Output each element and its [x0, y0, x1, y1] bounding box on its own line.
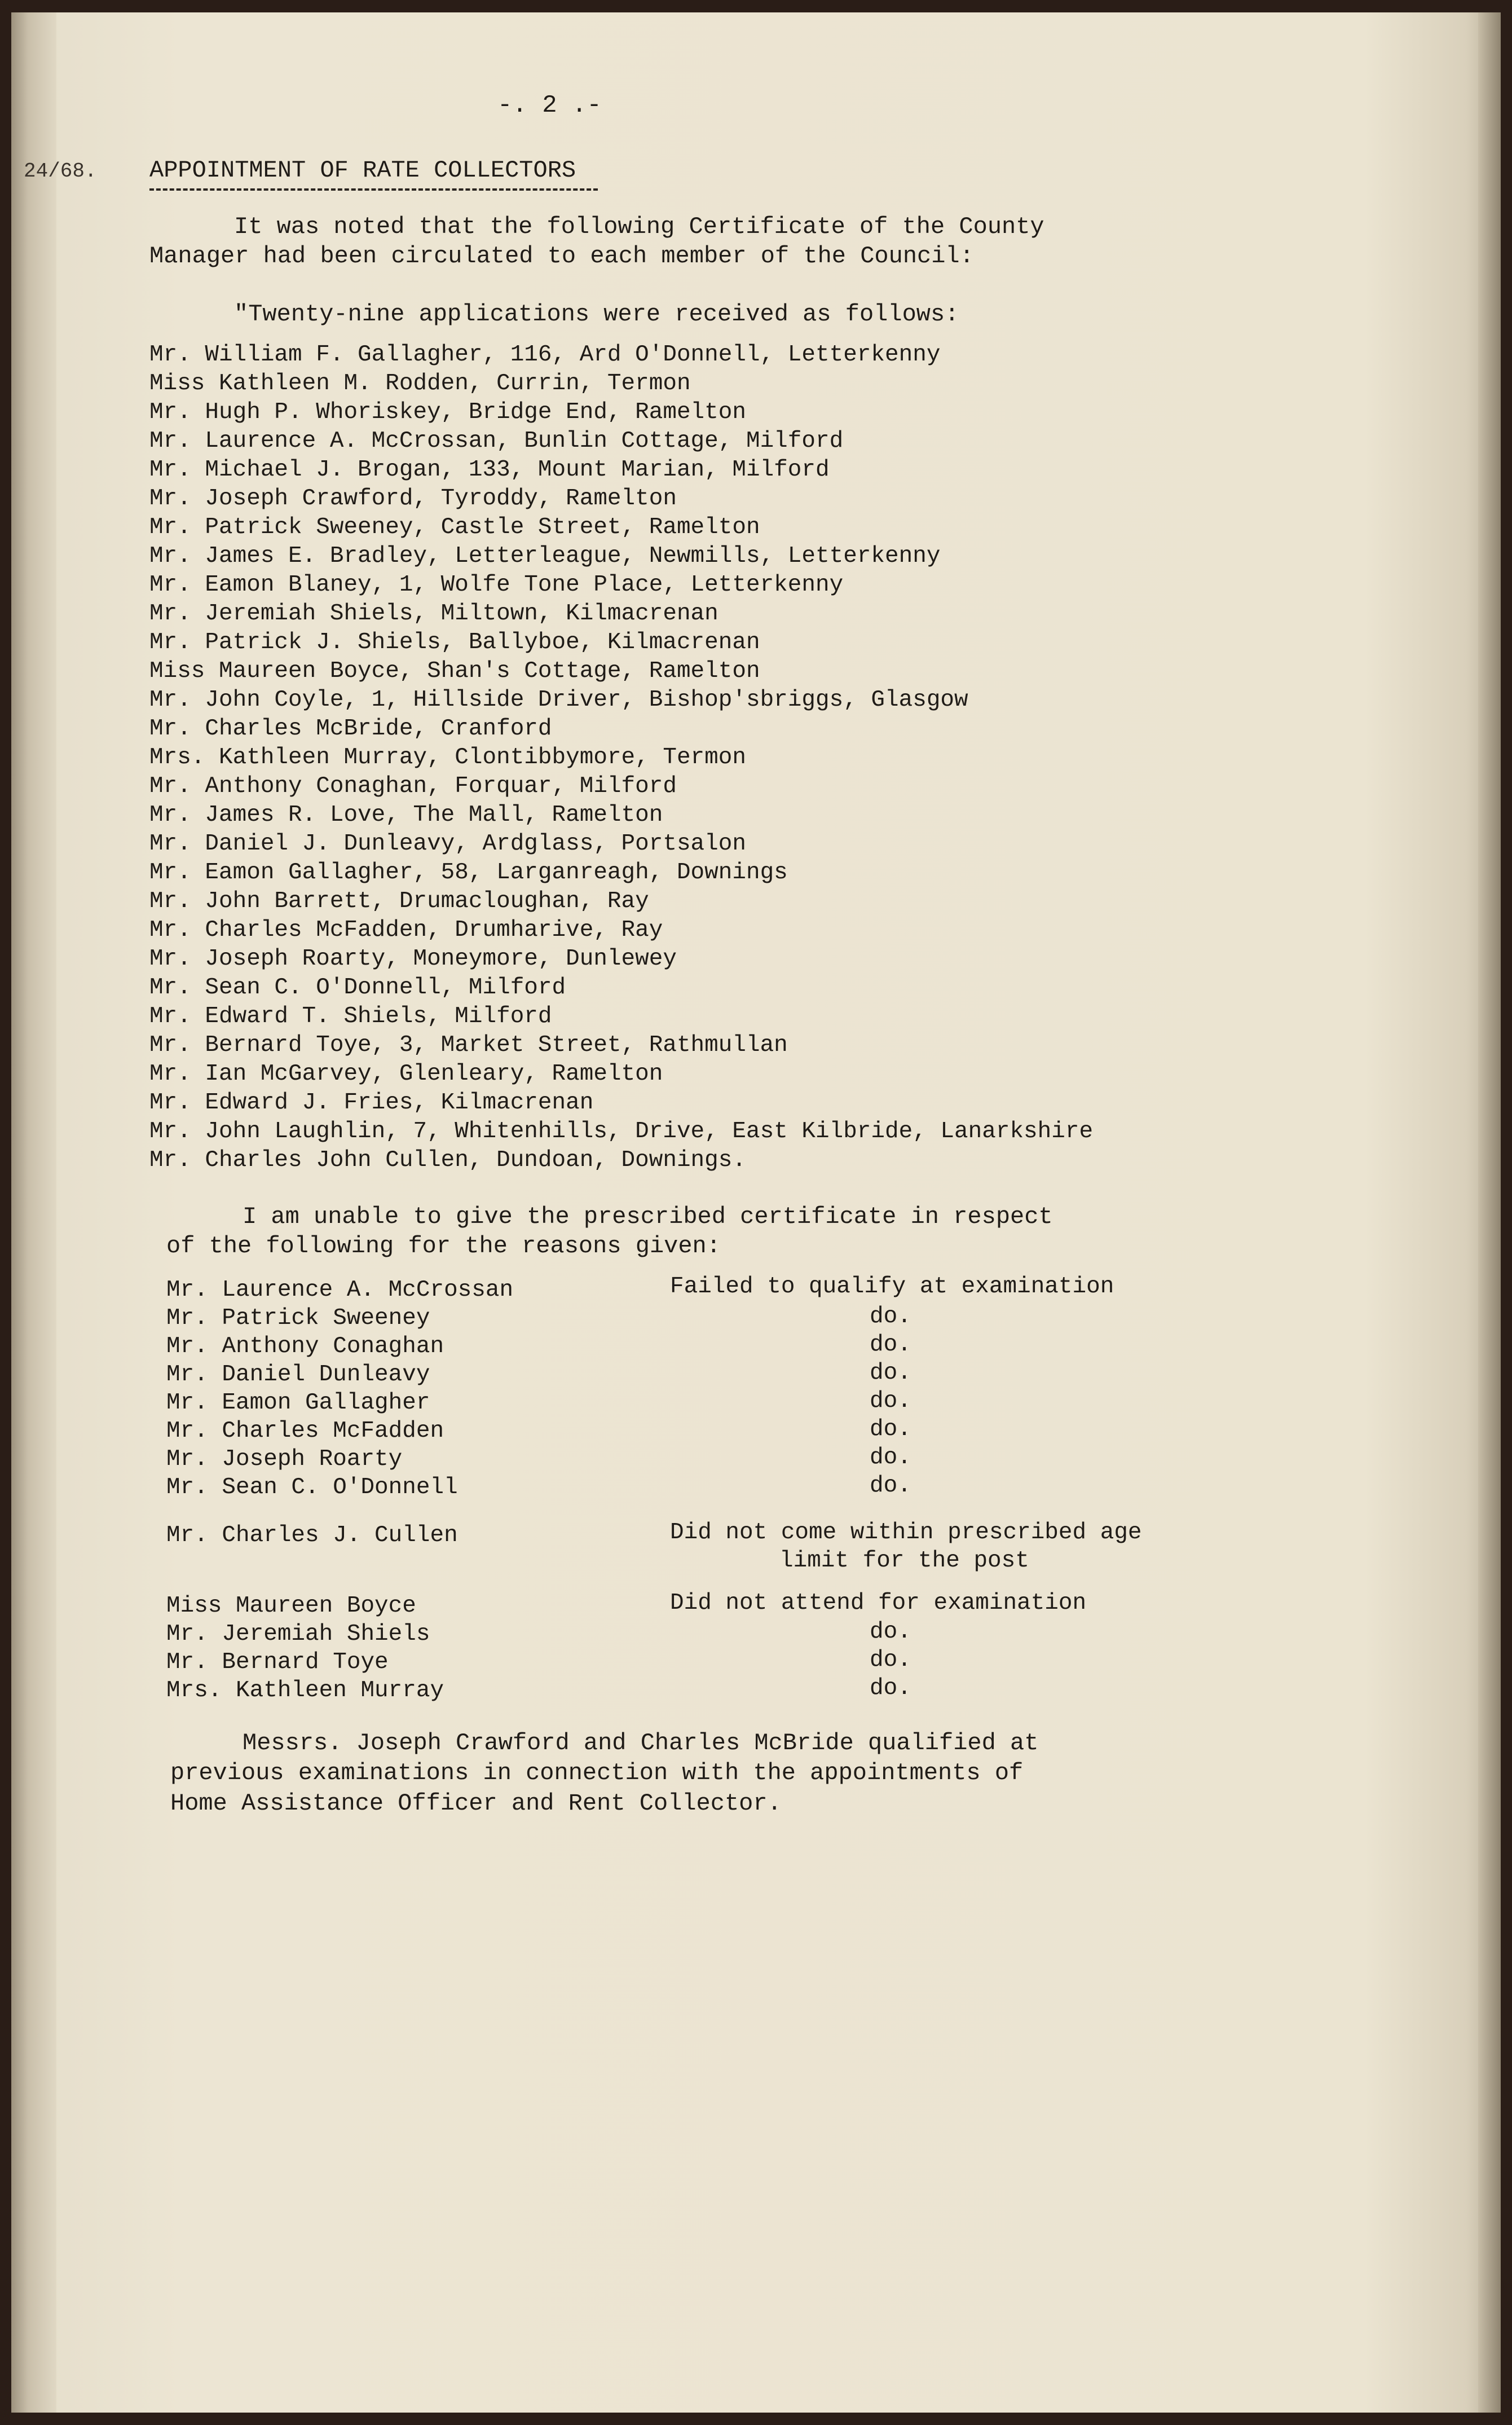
unable-line: of the following for the reasons given: — [166, 1233, 721, 1260]
applicant-line: Mr. Daniel J. Dunleavy, Ardglass, Portsalon — [149, 831, 746, 857]
applicant-line: Mr. Hugh P. Whoriskey, Bridge End, Ramelton — [149, 399, 746, 425]
applicant-line: Mr. William F. Gallagher, 116, Ard O'Donnell, Letterkenny — [149, 342, 941, 368]
minute-reference: 24/68. — [24, 160, 97, 183]
page-edge — [1478, 12, 1501, 2413]
rejected-name: Mr. Daniel Dunleavy — [166, 1362, 430, 1388]
applicant-line: Mr. John Barrett, Drumacloughan, Ray — [149, 888, 649, 914]
applicant-line: Mr. Patrick Sweeney, Castle Street, Ramelton — [149, 514, 760, 540]
applicant-line: Mrs. Kathleen Murray, Clontibbymore, Termon — [149, 745, 746, 771]
applicant-line: Mr. Jeremiah Shiels, Miltown, Kilmacrenan — [149, 601, 718, 627]
closing-line: Messrs. Joseph Crawford and Charles McBride qualified at — [243, 1729, 1039, 1757]
rejected-name: Mr. Jeremiah Shiels — [166, 1621, 430, 1647]
ditto-mark: do. — [870, 1675, 911, 1701]
intro-line: It was noted that the following Certificate of the County — [234, 213, 1044, 240]
rejected-name: Mr. Charles J. Cullen — [166, 1522, 458, 1548]
applicant-line: Mr. James R. Love, The Mall, Ramelton — [149, 802, 663, 828]
applicant-line: Mr. Eamon Gallagher, 58, Larganreagh, Downings — [149, 860, 788, 886]
applicant-line: Mr. John Laughlin, 7, Whitenhills, Drive, East Kilbride, Lanarkshire — [149, 1119, 1094, 1145]
ditto-mark: do. — [870, 1416, 911, 1442]
applicant-line: Mr. Michael J. Brogan, 133, Mount Marian, Milford — [149, 457, 830, 483]
applicant-line: Mr. Bernard Toye, 3, Market Street, Rathmullan — [149, 1032, 788, 1058]
rejected-name: Mr. Bernard Toye — [166, 1649, 389, 1675]
rejected-name: Mr. Patrick Sweeney — [166, 1305, 430, 1331]
unable-line: I am unable to give the prescribed certificate in respect — [243, 1203, 1053, 1230]
applicant-line: Mr. Edward J. Fries, Kilmacrenan — [149, 1090, 594, 1116]
applicant-line: Mr. Laurence A. McCrossan, Bunlin Cottage, Milford — [149, 428, 844, 454]
applicant-line: Mr. John Coyle, 1, Hillside Driver, Bishop'sbriggs, Glasgow — [149, 687, 968, 713]
closing-line: previous examinations in connection with the appointments of — [170, 1759, 1024, 1786]
applicant-line: Mr. Ian McGarvey, Glenleary, Ramelton — [149, 1061, 663, 1087]
applicant-line: Miss Kathleen M. Rodden, Currin, Termon — [149, 371, 691, 397]
applicant-line: Mr. Patrick J. Shiels, Ballyboe, Kilmacrenan — [149, 630, 760, 655]
applicant-line: Mr. Charles McBride, Cranford — [149, 716, 552, 742]
rejection-reason: limit for the post — [779, 1548, 1029, 1574]
rejected-name: Mr. Anthony Conaghan — [166, 1333, 444, 1359]
applicant-line: Mr. Eamon Blaney, 1, Wolfe Tone Place, Letterkenny — [149, 572, 844, 598]
ditto-mark: do. — [870, 1473, 911, 1499]
rejected-name: Mr. Sean C. O'Donnell — [166, 1475, 458, 1500]
rejection-reason: Did not attend for examination — [670, 1590, 1087, 1616]
rejected-name: Mr. Eamon Gallagher — [166, 1390, 430, 1416]
rejected-name: Miss Maureen Boyce — [166, 1593, 416, 1619]
applications-line: "Twenty-nine applications were received as follows: — [234, 301, 959, 328]
rejected-name: Mr. Charles McFadden — [166, 1418, 444, 1444]
applicant-line: Mr. Joseph Roarty, Moneymore, Dunlewey — [149, 946, 677, 972]
applicant-line: Mr. Joseph Crawford, Tyroddy, Ramelton — [149, 486, 677, 512]
rejection-reason: Did not come within prescribed age — [670, 1520, 1142, 1546]
applicant-line: Mr. Sean C. O'Donnell, Milford — [149, 975, 566, 1001]
rejected-name: Mr. Laurence A. McCrossan — [166, 1277, 514, 1303]
document-page — [11, 12, 1501, 2413]
ditto-mark: do. — [870, 1332, 911, 1358]
binding-spine — [11, 12, 56, 2413]
applicant-line: Mr. Edward T. Shiels, Milford — [149, 1004, 552, 1029]
ditto-mark: do. — [870, 1388, 911, 1414]
applicant-line: Mr. James E. Bradley, Letterleague, Newmills, Letterkenny — [149, 543, 941, 569]
rejected-name: Mr. Joseph Roarty — [166, 1446, 403, 1472]
ditto-mark: do. — [870, 1304, 911, 1330]
section-heading: APPOINTMENT OF RATE COLLECTORS — [149, 157, 576, 184]
page-number: -. 2 .- — [497, 91, 602, 120]
applicant-line: Mr. Anthony Conaghan, Forquar, Milford — [149, 773, 677, 799]
rejected-name: Mrs. Kathleen Murray — [166, 1678, 444, 1704]
intro-line: Manager had been circulated to each member of the Council: — [149, 243, 974, 270]
rejection-reason: Failed to qualify at examination — [670, 1274, 1114, 1300]
ditto-mark: do. — [870, 1619, 911, 1645]
ditto-mark: do. — [870, 1445, 911, 1471]
applicant-line: Mr. Charles John Cullen, Dundoan, Downings. — [149, 1147, 746, 1173]
applicant-line: Miss Maureen Boyce, Shan's Cottage, Ramelton — [149, 658, 760, 684]
applicant-line: Mr. Charles McFadden, Drumharive, Ray — [149, 917, 663, 943]
ditto-mark: do. — [870, 1360, 911, 1386]
ditto-mark: do. — [870, 1647, 911, 1673]
closing-line: Home Assistance Officer and Rent Collector. — [170, 1790, 782, 1817]
heading-underline — [149, 188, 598, 191]
